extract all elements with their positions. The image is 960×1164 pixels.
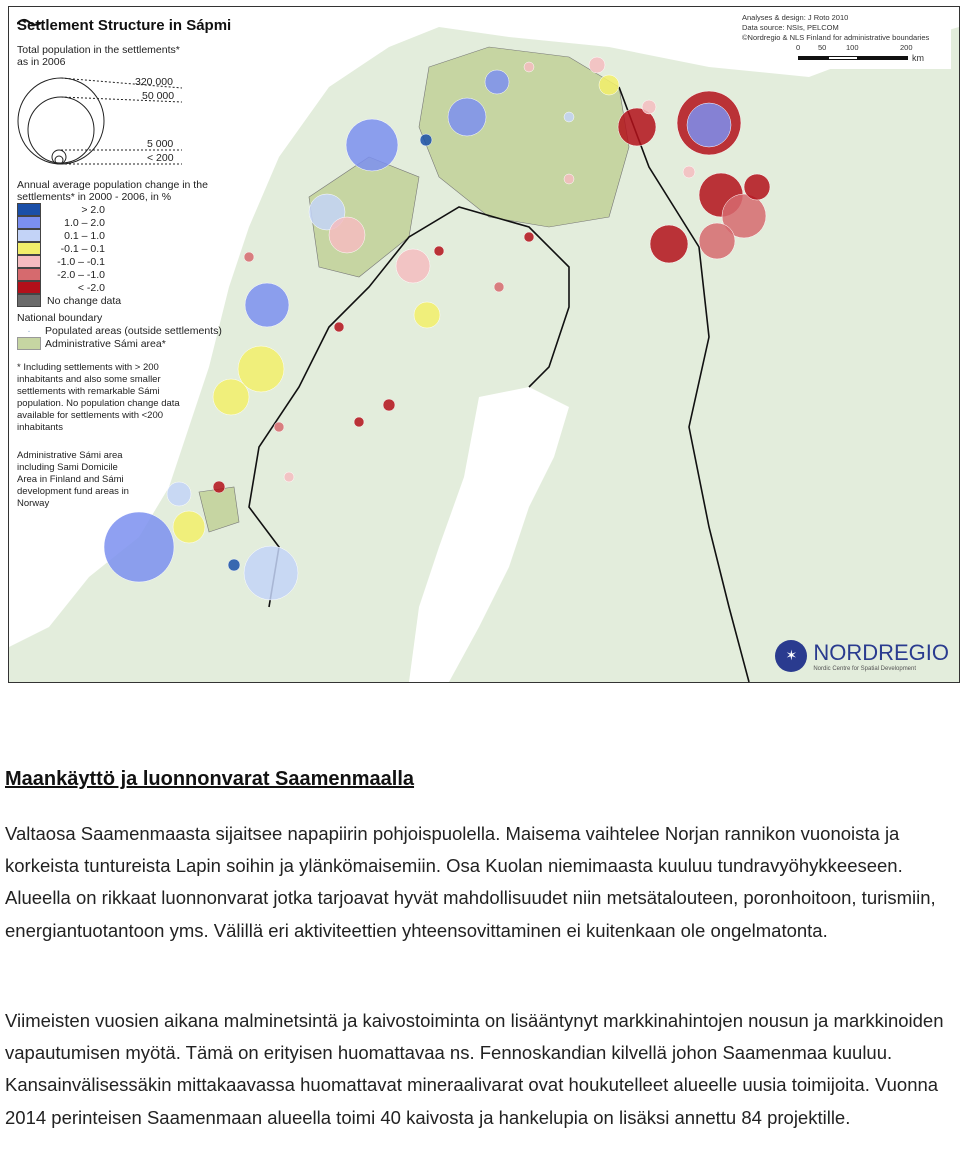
settlement-circle bbox=[687, 103, 731, 147]
settlement-circle bbox=[524, 62, 534, 72]
settlement-circle bbox=[284, 472, 294, 482]
color-swatch bbox=[17, 242, 41, 255]
population-legend-title: Total population in the settlements* as in 2006 bbox=[17, 44, 180, 68]
settlement-circle bbox=[485, 70, 509, 94]
legend-class bbox=[17, 216, 232, 229]
change-legend-classes bbox=[17, 203, 232, 307]
color-swatch bbox=[17, 268, 41, 281]
sami-area-swatch bbox=[17, 337, 41, 350]
settlement-circle bbox=[173, 511, 205, 543]
color-swatch bbox=[17, 229, 41, 242]
settlement-circle bbox=[564, 112, 574, 122]
legend-populated-areas: · Populated areas (outside settlements) bbox=[17, 324, 232, 337]
credit-line: ©Nordregio & NLS Finland for administrative boundaries bbox=[742, 33, 930, 42]
scale-tick: 50 bbox=[818, 43, 827, 52]
settlement-circle bbox=[104, 512, 174, 582]
class-label: -1.0 – -0.1 bbox=[57, 255, 105, 268]
scale-bar bbox=[742, 43, 947, 67]
logo-name: NORDREGIO bbox=[813, 640, 949, 665]
color-swatch bbox=[17, 255, 41, 268]
legend-class bbox=[17, 203, 232, 216]
settlement-circle bbox=[434, 246, 444, 256]
settlement-circle bbox=[329, 217, 365, 253]
settlement-circle bbox=[228, 559, 240, 571]
map-credits bbox=[738, 11, 951, 69]
legend-class bbox=[17, 294, 232, 307]
change-legend-title: Annual average population change in the settlements* in 2000 - 2006, in % bbox=[17, 179, 208, 203]
class-label: No change data bbox=[47, 294, 122, 307]
color-swatch bbox=[17, 281, 41, 294]
settlement-map bbox=[8, 6, 960, 683]
settlement-circle bbox=[354, 417, 364, 427]
paragraph: Valtaosa Saamenmaasta sijaitsee napapiirin pohjoispuolella. Maisema vaihtelee Norjan rannikon vuonoista ja korkeista tuntureista Lapin soihin ja ylänkömaisemiin. Osa Kuolan niemimaasta kuuluu tundravyöhykkeeseen. Alueella on rikkaat luonnonvarat jotka tarjoavat hyvät mahdollisuudet niin metsätalouteen, poronhoitoon, turismiin, energiantuotantoon yms. Välillä eri aktiviteettien yhteensovittaminen ei kuitenkaan ole ongelmatonta. bbox=[5, 823, 936, 941]
section-heading: Maankäyttö ja luonnonvarat Saamenmaalla bbox=[5, 768, 415, 790]
settlement-circle bbox=[245, 283, 289, 327]
legend-class bbox=[17, 242, 232, 255]
map-title: Settlement Structure in Sápmi bbox=[17, 17, 232, 34]
color-swatch bbox=[17, 216, 41, 229]
settlement-circle bbox=[650, 225, 688, 263]
class-label: > 2.0 bbox=[81, 203, 105, 216]
legend-sami-area: Administrative Sámi area* bbox=[17, 337, 232, 350]
credit-line: Data source: NSIs, PELCOM bbox=[742, 23, 839, 32]
settlement-circle bbox=[414, 302, 440, 328]
settlement-circle bbox=[524, 232, 534, 242]
paragraph: Viimeisten vuosien aikana malminetsintä ja kaivostoiminta on lisääntynyt markkinahintojen nousun ja markkinoiden vapautumisen myötä. Tämä on erityisen huomattavaa ns. Fennoskandian kilvellä johon Saamenmaa kuuluu. Kansainvälisessäkin mittakaavassa huomattavat mineraalivarat ovat houkutelleet alueelle uusia toimijoita. Vuonna 2014 perinteisen Saamenmaan alueella toimi 40 kaivosta ja hankelupia on lisäksi annettu 84 projektille. bbox=[5, 1010, 944, 1128]
scale-bar-graphic bbox=[798, 56, 908, 60]
settlement-circle bbox=[494, 282, 504, 292]
color-swatch bbox=[17, 294, 41, 307]
settlement-circle bbox=[420, 134, 432, 146]
scale-tick: 0 bbox=[796, 43, 801, 52]
legend-national-boundary: National boundary bbox=[17, 311, 232, 324]
scale-tick: 200 bbox=[900, 43, 913, 52]
settlement-circle bbox=[589, 57, 605, 73]
boundary-line-icon bbox=[17, 17, 41, 27]
settlement-circle bbox=[274, 422, 284, 432]
size-label: 5 000 bbox=[147, 138, 174, 150]
settlement-circle bbox=[244, 546, 298, 600]
settlement-circle bbox=[642, 100, 656, 114]
map-footnote: * Including settlements with > 200 inhabitants and also some smaller settlements with remarkable Sámi population. No population change data available for settlements with <200 inhabitants bbox=[17, 362, 180, 433]
credit-line: Analyses & design: J Roto 2010 bbox=[742, 13, 849, 22]
settlement-circle bbox=[699, 223, 735, 259]
class-label: 1.0 – 2.0 bbox=[64, 216, 105, 229]
class-label: < -2.0 bbox=[77, 281, 105, 294]
legend-class bbox=[17, 255, 232, 268]
legend-class bbox=[17, 268, 232, 281]
settlement-circle bbox=[744, 174, 770, 200]
settlement-circle bbox=[238, 346, 284, 392]
legend-class bbox=[17, 281, 232, 294]
settlement-circle bbox=[396, 249, 430, 283]
settlement-circle bbox=[334, 322, 344, 332]
sami-area-note: Administrative Sámi area including Sami Domicile Area in Finland and Sámi development fund areas in Norway bbox=[17, 450, 129, 509]
gulf-of-bothnia bbox=[409, 387, 569, 682]
population-size-legend bbox=[17, 68, 232, 173]
sami-area-finland bbox=[419, 47, 629, 227]
class-label: 0.1 – 1.0 bbox=[64, 229, 105, 242]
logo-subtitle: Nordic Centre for Spatial Development bbox=[813, 666, 917, 672]
class-label: -0.1 – 0.1 bbox=[60, 242, 105, 255]
class-label: -2.0 – -1.0 bbox=[57, 268, 105, 281]
settlement-circle bbox=[683, 166, 695, 178]
nordregio-logo bbox=[775, 640, 949, 672]
size-label: 320 000 bbox=[135, 76, 173, 88]
map-legend bbox=[17, 17, 232, 510]
settlement-circle bbox=[599, 75, 619, 95]
settlement-circle bbox=[383, 399, 395, 411]
size-label: < 200 bbox=[147, 152, 174, 164]
size-label: 50 000 bbox=[142, 90, 175, 102]
dot-icon: · bbox=[27, 324, 31, 337]
scale-unit: km bbox=[912, 53, 924, 63]
color-swatch bbox=[17, 203, 41, 216]
legend-class bbox=[17, 229, 232, 242]
scale-tick: 100 bbox=[846, 43, 859, 52]
settlement-circle bbox=[564, 174, 574, 184]
settlement-circle bbox=[448, 98, 486, 136]
nordregio-emblem-icon: ✶ bbox=[775, 640, 807, 672]
settlement-circle bbox=[346, 119, 398, 171]
settlement-circle bbox=[244, 252, 254, 262]
